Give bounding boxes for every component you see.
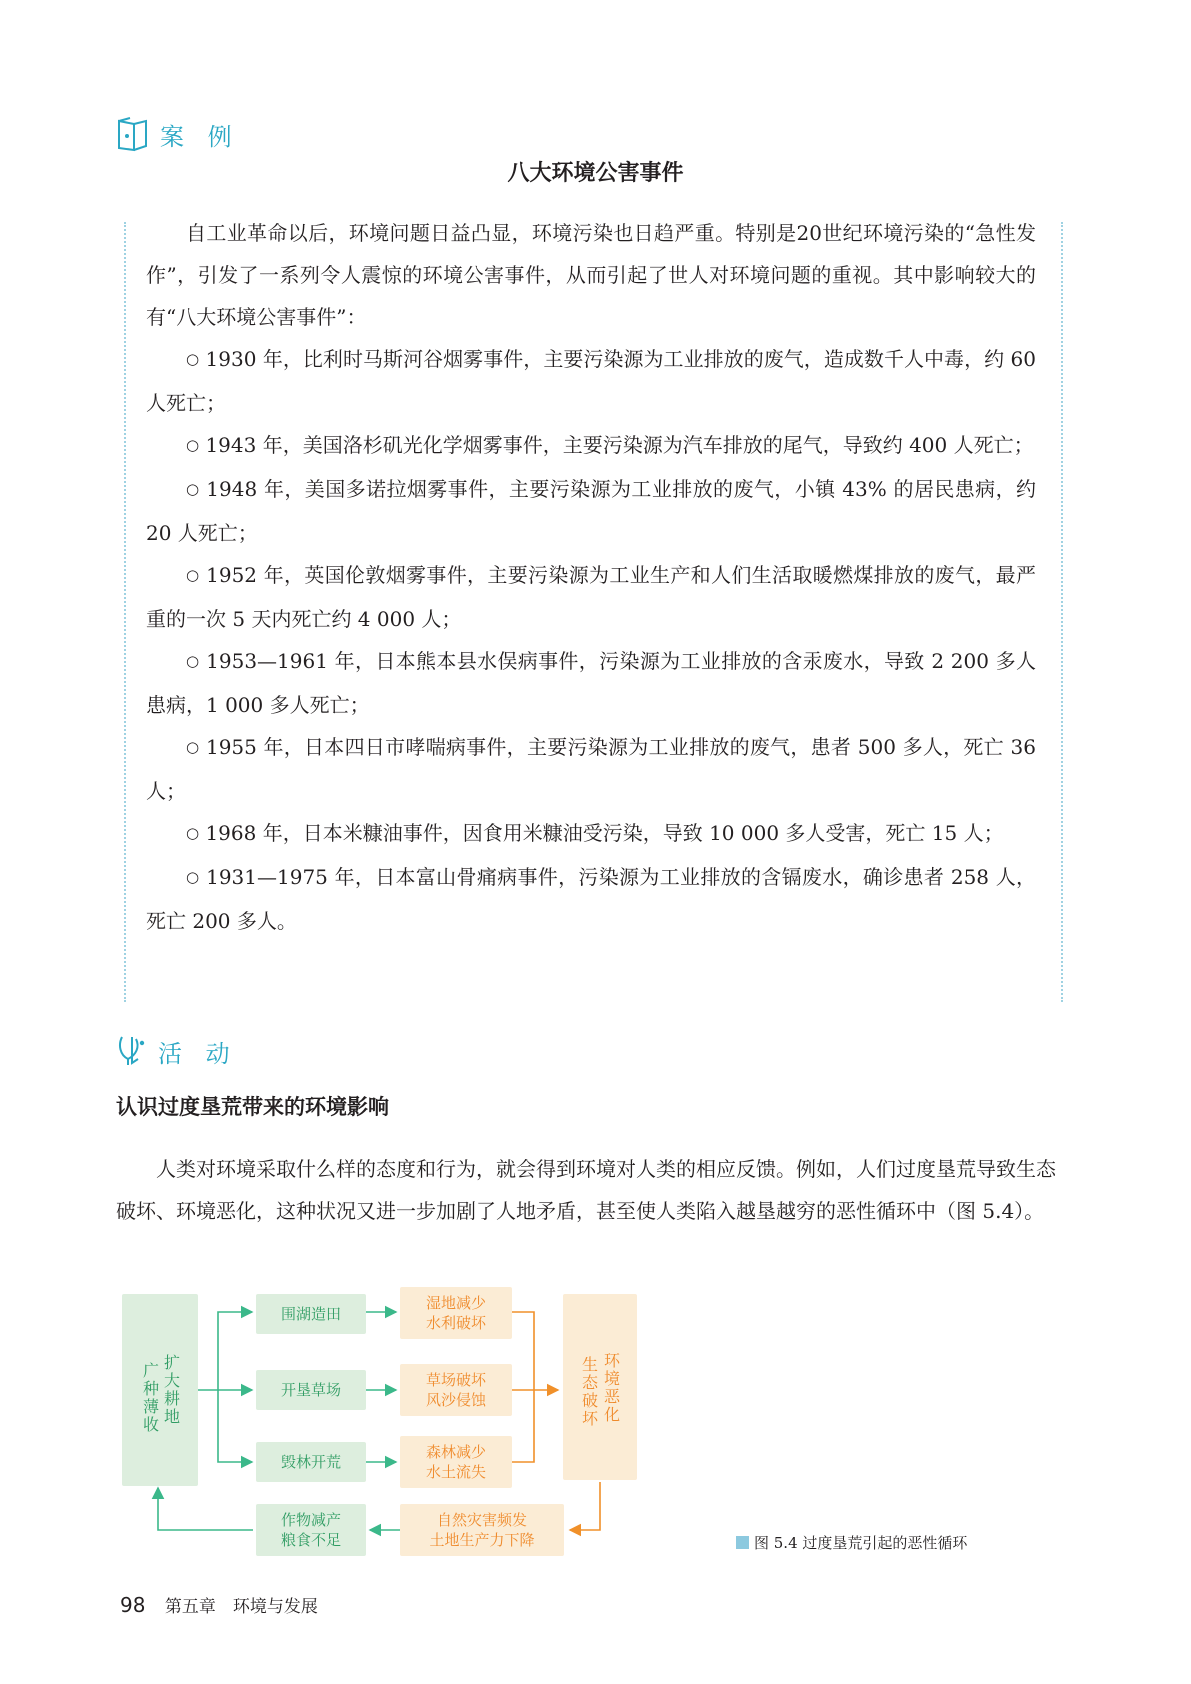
case-section-label: 案 例 [160,122,240,151]
effect-box [400,1436,512,1488]
event-item [146,726,1036,812]
case-title: 八大环境公害事件 [507,161,684,186]
case-intro: 自工业革命以后，环境问题日益凸显，环境污染也日趋严重。特别是20世纪环境污染的“急性发作”，引发了一系列令人震惊的环境公害事件，从而引起了世人对环境问题的重视。其中影响较大的有“八大环境公害事件”： [146,221,1036,329]
disaster-line: 土地生产力下降 [429,1531,535,1549]
event-item [146,338,1036,424]
activity-title: 认识过度垦荒带来的环境影响 [116,1095,389,1119]
activity-section-label: 活 动 [158,1039,238,1068]
event-text: 1930 年，比利时马斯河谷烟雾事件，主要污染源为工业排放的废气，造成数千人中毒，约 60 人死亡； [146,347,1037,415]
effect-box [400,1287,512,1339]
action-box: 毁林开荒 [256,1442,366,1482]
circle-bullet-icon: ○ [186,652,200,670]
event-item [146,856,1036,942]
event-item [146,424,1036,468]
event-text: 1955 年，日本四日市哮喘病事件，主要污染源为工业排放的废气，患者 500 多人，死亡 36 人； [146,735,1036,803]
book-icon [116,116,150,152]
event-text: 1948 年，美国多诺拉烟雾事件，主要污染源为工业排放的废气，小镇 43% 的居民患病，约 20 人死亡； [146,477,1037,545]
page-footer [120,1592,318,1617]
activity-icon [116,1033,148,1069]
ecology-damage-label: 生态破坏 [581,1355,598,1428]
expand-farmland-box [122,1294,198,1486]
crop-line: 粮食不足 [280,1531,341,1549]
expand-farmland-label: 扩大耕地 [163,1353,180,1426]
circle-bullet-icon: ○ [186,738,200,756]
figure-caption [736,1532,967,1553]
crop-reduction-box [256,1504,366,1556]
caption-text: 图 5.4 过度垦荒引起的恶性循环 [754,1534,968,1552]
effect-line: 风沙侵蚀 [425,1391,486,1409]
circle-bullet-icon: ○ [186,824,200,842]
effect-line: 湿地减少 [425,1294,486,1312]
effect-line: 森林减少 [425,1443,486,1461]
case-section-header [116,116,240,152]
page-number: 98 [120,1593,146,1617]
circle-bullet-icon: ○ [186,566,200,584]
circle-bullet-icon: ○ [186,350,200,368]
action-box: 开垦草场 [256,1370,366,1410]
caption-square-icon [736,1536,749,1549]
circle-bullet-icon: ○ [186,868,200,886]
circle-bullet-icon: ○ [186,436,200,454]
chapter-title: 第五章 环境与发展 [164,1597,318,1617]
disaster-box [400,1504,564,1556]
action-box: 围湖造田 [256,1294,366,1334]
extensive-farming-label: 广种薄收 [142,1361,159,1434]
event-item [146,812,1036,856]
circle-bullet-icon: ○ [186,480,200,498]
event-item [146,640,1036,726]
effect-line: 水利破坏 [425,1314,486,1332]
environment-degradation-label: 环境恶化 [603,1351,620,1424]
environment-degradation-box [563,1294,637,1480]
case-body [146,212,1036,942]
activity-section-header [116,1033,238,1069]
event-text: 1943 年，美国洛杉矶光化学烟雾事件，主要污染源为汽车排放的尾气，导致约 400 人死亡； [205,433,1034,457]
event-text: 1953—1961 年，日本熊本县水俣病事件，污染源为工业排放的含汞废水，导致 2 200 多人患病，1 000 多人死亡； [146,649,1036,717]
disaster-line: 自然灾害频发 [436,1511,527,1529]
crop-line: 作物减产 [280,1511,341,1529]
event-item [146,468,1036,554]
effect-line: 草场破坏 [425,1371,486,1389]
effect-box [400,1364,512,1416]
event-text: 1952 年，英国伦敦烟雾事件，主要污染源为工业生产和人们生活取暖燃煤排放的废气，最严重的一次 5 天内死亡约 4 000 人； [146,563,1036,631]
event-item [146,554,1036,640]
effect-line: 水土流失 [425,1463,486,1481]
activity-paragraph: 人类对环境采取什么样的态度和行为，就会得到环境对人类的相应反馈。例如，人们过度垦荒导致生态破坏、环境恶化，这种状况又进一步加剧了人地矛盾，甚至使人类陷入越垦越穷的恶性循环中（图 5.4）。 [116,1157,1056,1223]
event-text: 1931—1975 年，日本富山骨痛病事件，污染源为工业排放的含镉废水，确诊患者 258 人，死亡 200 多人。 [146,865,1037,933]
event-text: 1968 年，日本米糠油事件，因食用米糠油受污染，导致 10 000 多人受害，死亡 15 人； [205,821,1004,845]
